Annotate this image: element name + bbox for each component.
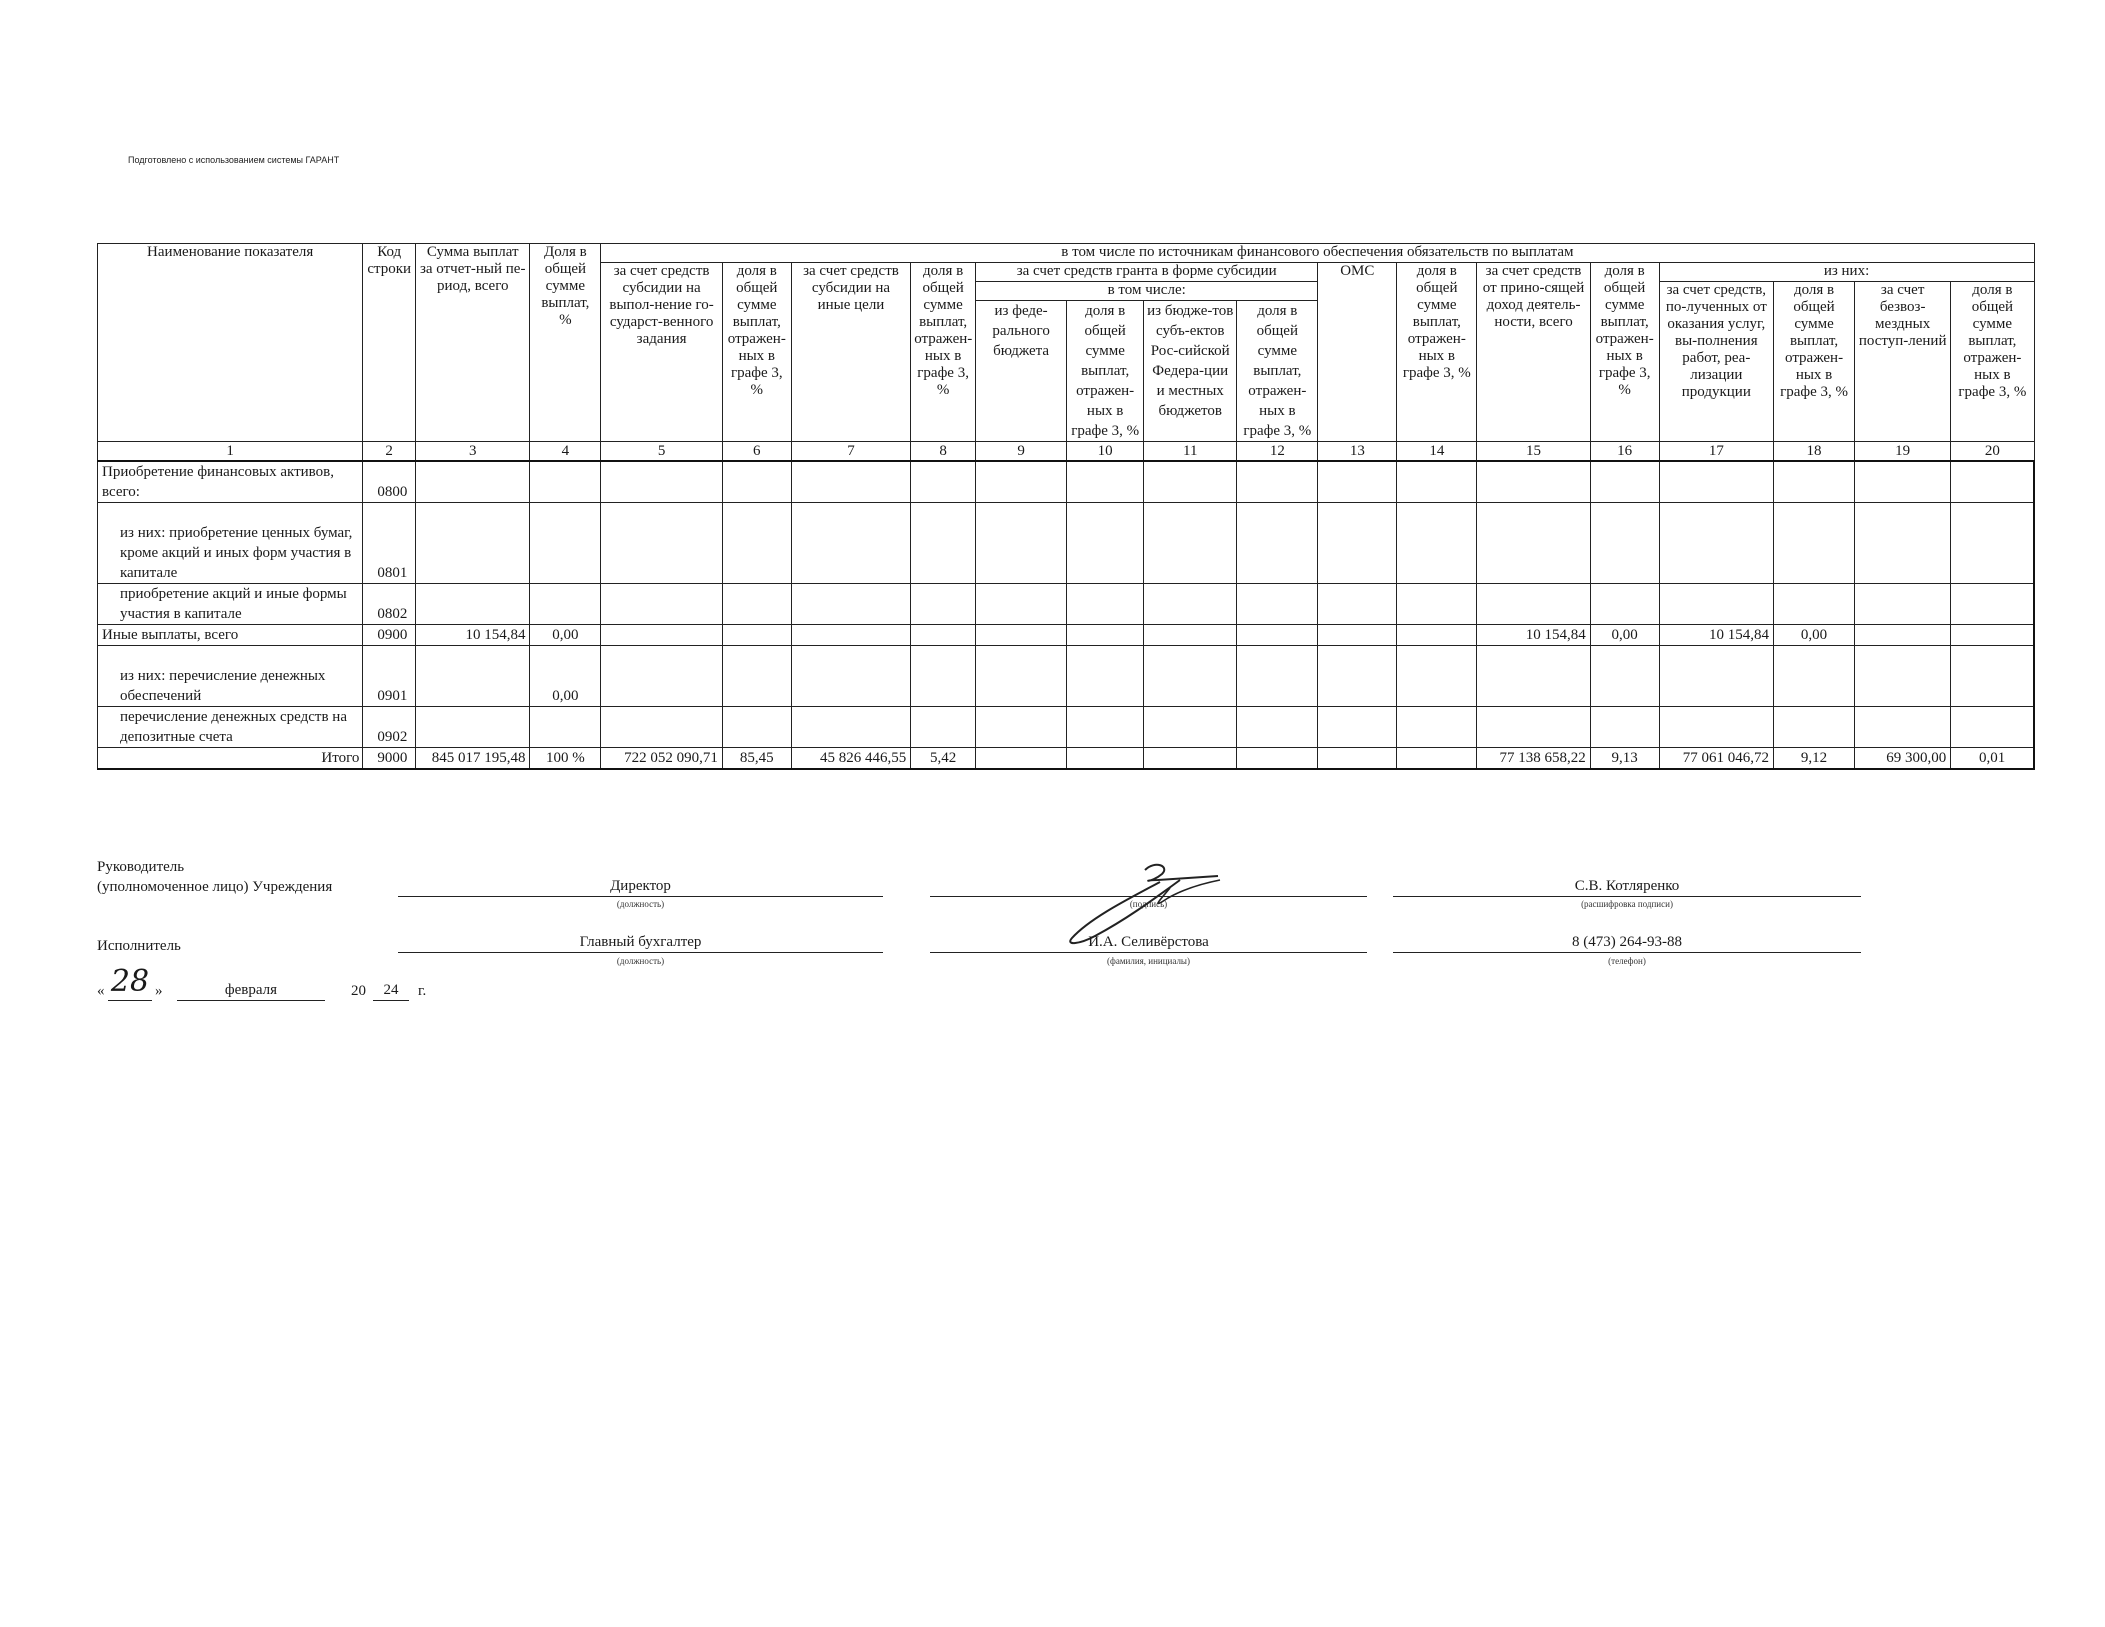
table-cell [1590, 461, 1659, 503]
table-cell [1590, 646, 1659, 707]
header-of-them: из них: [1659, 263, 2034, 282]
table-cell [976, 625, 1067, 646]
table-cell [1067, 584, 1144, 625]
table-cell: 0,00 [530, 646, 601, 707]
table-cell: 0,00 [1774, 625, 1855, 646]
column-number: 15 [1477, 442, 1590, 462]
payments-table [97, 243, 2035, 770]
table-cell [1397, 707, 1477, 748]
header-sources: в том числе по источникам финансового обеспечения обязательств по выплатам [601, 244, 2034, 263]
column-number: 16 [1590, 442, 1659, 462]
date-month: февраля [224, 982, 278, 998]
header-c6: доля в общей сумме выплат, отражен-ных в графе 3, % [722, 263, 791, 442]
table-cell [1067, 503, 1144, 584]
table-cell [1855, 625, 1951, 646]
column-number: 10 [1067, 442, 1144, 462]
column-number: 1 [98, 442, 363, 462]
table-cell [1144, 646, 1237, 707]
header-c9: из феде-рального бюджета [976, 301, 1067, 442]
table-cell [416, 707, 530, 748]
column-number: 8 [911, 442, 976, 462]
row-name: из них: перечисление денежных обеспечений [98, 646, 363, 707]
row-code: 0901 [363, 646, 416, 707]
table-cell [1144, 625, 1237, 646]
table-cell [1951, 707, 2034, 748]
table-cell [1397, 748, 1477, 770]
table-cell [976, 748, 1067, 770]
header-c20: доля в общей сумме выплат, отражен-ных в графе 3, % [1951, 282, 2034, 442]
table-cell [1318, 625, 1397, 646]
table-cell [1477, 707, 1590, 748]
date-year-prefix: 20 [351, 983, 366, 999]
row-name: Приобретение финансовых активов, всего: [98, 461, 363, 503]
table-cell [1237, 707, 1318, 748]
table-cell [976, 584, 1067, 625]
table-cell [1144, 584, 1237, 625]
date-quote-close: » [155, 983, 163, 999]
table-cell [1144, 707, 1237, 748]
header-c17: за счет средств, по-лученных от оказания услуг, вы-полнения работ, реа-лизации продукции [1659, 282, 1773, 442]
exec-position: Главный бухгалтер [579, 934, 702, 950]
table-cell [1590, 584, 1659, 625]
table-cell [1067, 461, 1144, 503]
table-cell: 77 061 046,72 [1659, 748, 1773, 770]
table-cell [722, 503, 791, 584]
head-label-2: (уполномоченное лицо) Учреждения [97, 879, 333, 895]
table-cell [601, 646, 723, 707]
table-cell [911, 584, 976, 625]
table-cell [911, 461, 976, 503]
table-cell [416, 503, 530, 584]
table-cell: 77 138 658,22 [1477, 748, 1590, 770]
table-body [98, 461, 2035, 769]
row-code: 0801 [363, 503, 416, 584]
header-c11: из бюдже-тов субъ-ектов Рос-сийской Федера-ции и местных бюджетов [1144, 301, 1237, 442]
exec-name-caption: (фамилия, инициалы) [1107, 956, 1190, 966]
signature-caption: (подпись) [1129, 899, 1168, 909]
table-cell: 10 154,84 [416, 625, 530, 646]
row-code: 0900 [363, 625, 416, 646]
header-grant: за счет средств гранта в форме субсидии [976, 263, 1318, 282]
column-number: 19 [1855, 442, 1951, 462]
table-cell [911, 625, 976, 646]
table-row [98, 584, 2035, 625]
table-cell [1590, 503, 1659, 584]
table-cell [722, 625, 791, 646]
garant-note: Подготовлено с использованием системы ГАРАНТ [128, 155, 340, 165]
table-cell [976, 461, 1067, 503]
table-cell [1855, 584, 1951, 625]
table-cell [1144, 503, 1237, 584]
table-cell [1318, 748, 1397, 770]
table-row [98, 707, 2035, 748]
column-number: 2 [363, 442, 416, 462]
table-cell [530, 461, 601, 503]
table-row [98, 646, 2035, 707]
table-cell [1397, 625, 1477, 646]
table-row [98, 748, 2035, 770]
column-number: 4 [530, 442, 601, 462]
table-cell [1477, 584, 1590, 625]
table-cell [911, 503, 976, 584]
table-cell: 9,13 [1590, 748, 1659, 770]
table-row [98, 503, 2035, 584]
table-cell [1067, 748, 1144, 770]
column-number: 5 [601, 442, 723, 462]
table-cell: 45 826 446,55 [791, 748, 911, 770]
column-number: 18 [1774, 442, 1855, 462]
head-name: С.В. Котляренко [1574, 878, 1680, 894]
table-cell: 10 154,84 [1659, 625, 1773, 646]
table-cell [1237, 748, 1318, 770]
table-cell [1477, 461, 1590, 503]
position-caption-1: (должность) [616, 899, 665, 909]
header-name: Наименование показателя [98, 244, 363, 442]
table-cell [1951, 625, 2034, 646]
column-numbers-row [98, 442, 2035, 462]
table-cell [1951, 461, 2034, 503]
table-cell [1144, 748, 1237, 770]
row-code: 0902 [363, 707, 416, 748]
table-cell [976, 646, 1067, 707]
row-name: из них: приобретение ценных бумаг, кроме акций и иных форм участия в капитале [98, 503, 363, 584]
header-share: Доля в общей сумме выплат, % [530, 244, 601, 442]
table-cell [1067, 625, 1144, 646]
table-cell [1477, 503, 1590, 584]
table-cell [791, 584, 911, 625]
table-cell [1951, 584, 2034, 625]
table-cell [601, 461, 723, 503]
table-cell [791, 625, 911, 646]
table-cell [1237, 646, 1318, 707]
column-number: 17 [1659, 442, 1773, 462]
table-cell [1659, 461, 1773, 503]
column-number: 20 [1951, 442, 2034, 462]
table-cell [1659, 584, 1773, 625]
header-c12: доля в общей сумме выплат, отражен-ных в графе 3, % [1237, 301, 1318, 442]
table-cell [1477, 646, 1590, 707]
table-cell [722, 584, 791, 625]
position-caption-2: (должность) [616, 956, 665, 966]
column-number: 7 [791, 442, 911, 462]
date-year-suffix: 24 [383, 982, 399, 998]
table-cell [791, 707, 911, 748]
column-number: 12 [1237, 442, 1318, 462]
table-cell: 69 300,00 [1855, 748, 1951, 770]
table-cell: 0,00 [1590, 625, 1659, 646]
table-cell [601, 503, 723, 584]
exec-phone: 8 (473) 264-93-88 [1572, 934, 1682, 950]
table-cell [1318, 461, 1397, 503]
exec-name: И.А. Селивёрстова [1088, 934, 1209, 950]
row-name: перечисление денежных средств на депозитные счета [98, 707, 363, 748]
table-cell: 0,00 [530, 625, 601, 646]
column-number: 3 [416, 442, 530, 462]
table-cell [976, 707, 1067, 748]
table-cell [1951, 503, 2034, 584]
table-cell [1774, 646, 1855, 707]
table-cell: 0,01 [1951, 748, 2034, 770]
table-cell: 9,12 [1774, 748, 1855, 770]
column-number: 11 [1144, 442, 1237, 462]
column-number: 14 [1397, 442, 1477, 462]
header-c15: за счет средств от прино-сящей доход деятель-ности, всего [1477, 263, 1590, 442]
table-cell [1774, 503, 1855, 584]
header-code: Код строки [363, 244, 416, 442]
table-cell [976, 503, 1067, 584]
table-cell [601, 707, 723, 748]
table-cell [791, 646, 911, 707]
table-cell: 85,45 [722, 748, 791, 770]
table-cell [601, 625, 723, 646]
table-cell [1855, 503, 1951, 584]
table-cell [1067, 707, 1144, 748]
table-cell [1774, 584, 1855, 625]
table-cell [1855, 646, 1951, 707]
name-caption: (расшифровка подписи) [1581, 899, 1673, 909]
table-cell: 845 017 195,48 [416, 748, 530, 770]
table-cell [1590, 707, 1659, 748]
table-cell [722, 707, 791, 748]
header-c7: за счет средств субсидии на иные цели [791, 263, 911, 442]
table-cell [1659, 646, 1773, 707]
table-cell [1397, 503, 1477, 584]
table-cell [1237, 584, 1318, 625]
table-cell [601, 584, 723, 625]
header-sum: Сумма выплат за отчет-ный пе-риод, всего [416, 244, 530, 442]
table-cell: 5,42 [911, 748, 976, 770]
table-cell [722, 461, 791, 503]
table-cell [911, 646, 976, 707]
column-number: 6 [722, 442, 791, 462]
date-quote-open: « [97, 983, 105, 999]
table-cell [1774, 707, 1855, 748]
row-code: 9000 [363, 748, 416, 770]
table-cell [1951, 646, 2034, 707]
table-cell [1397, 461, 1477, 503]
table-cell [1855, 461, 1951, 503]
row-name: приобретение акций и иные формы участия в капитале [98, 584, 363, 625]
exec-label: Исполнитель [97, 938, 181, 954]
table-cell [416, 584, 530, 625]
table-cell: 722 052 090,71 [601, 748, 723, 770]
table-cell [1318, 707, 1397, 748]
table-cell [1067, 646, 1144, 707]
table-cell [530, 584, 601, 625]
table-cell [416, 646, 530, 707]
table-cell [416, 461, 530, 503]
table-cell [1318, 503, 1397, 584]
header-c16: доля в общей сумме выплат, отражен-ных в графе 3, % [1590, 263, 1659, 442]
table-cell [1397, 584, 1477, 625]
table-cell [1144, 461, 1237, 503]
row-code: 0802 [363, 584, 416, 625]
table-cell [1318, 646, 1397, 707]
header-c18: доля в общей сумме выплат, отражен-ных в графе 3, % [1774, 282, 1855, 442]
date-day: 28 [110, 964, 150, 999]
table-cell [1237, 503, 1318, 584]
header-incl: в том числе: [976, 282, 1318, 301]
header-c8: доля в общей сумме выплат, отражен-ных в графе 3, % [911, 263, 976, 442]
table-cell [530, 707, 601, 748]
table-cell [1774, 461, 1855, 503]
table-row [98, 461, 2035, 503]
date-g: г. [418, 983, 427, 999]
table-cell [911, 707, 976, 748]
header-c10: доля в общей сумме выплат, отражен-ных в графе 3, % [1067, 301, 1144, 442]
column-number: 13 [1318, 442, 1397, 462]
table-cell [1318, 584, 1397, 625]
table-row [98, 625, 2035, 646]
head-position: Директор [610, 878, 671, 894]
table-cell [1397, 646, 1477, 707]
phone-caption: (телефон) [1608, 956, 1646, 966]
table-cell [791, 461, 911, 503]
header-c14: доля в общей сумме выплат, отражен-ных в графе 3, % [1397, 263, 1477, 442]
table-cell [1659, 707, 1773, 748]
table-cell [1855, 707, 1951, 748]
column-number: 9 [976, 442, 1067, 462]
table-cell: 10 154,84 [1477, 625, 1590, 646]
header-c13: ОМС [1318, 263, 1397, 442]
table-cell [1237, 461, 1318, 503]
header-c5: за счет средств субсидии на выпол-нение го-сударст-венного задания [601, 263, 723, 442]
table-cell [791, 503, 911, 584]
table-cell: 100 % [530, 748, 601, 770]
table-cell [1659, 503, 1773, 584]
row-name: Итого [98, 748, 363, 770]
row-name: Иные выплаты, всего [98, 625, 363, 646]
table-cell [722, 646, 791, 707]
head-label-1: Руководитель [97, 859, 185, 875]
table-cell [1237, 625, 1318, 646]
table-cell [530, 503, 601, 584]
header-c19: за счет безвоз-мездных поступ-лений [1855, 282, 1951, 442]
row-code: 0800 [363, 461, 416, 503]
